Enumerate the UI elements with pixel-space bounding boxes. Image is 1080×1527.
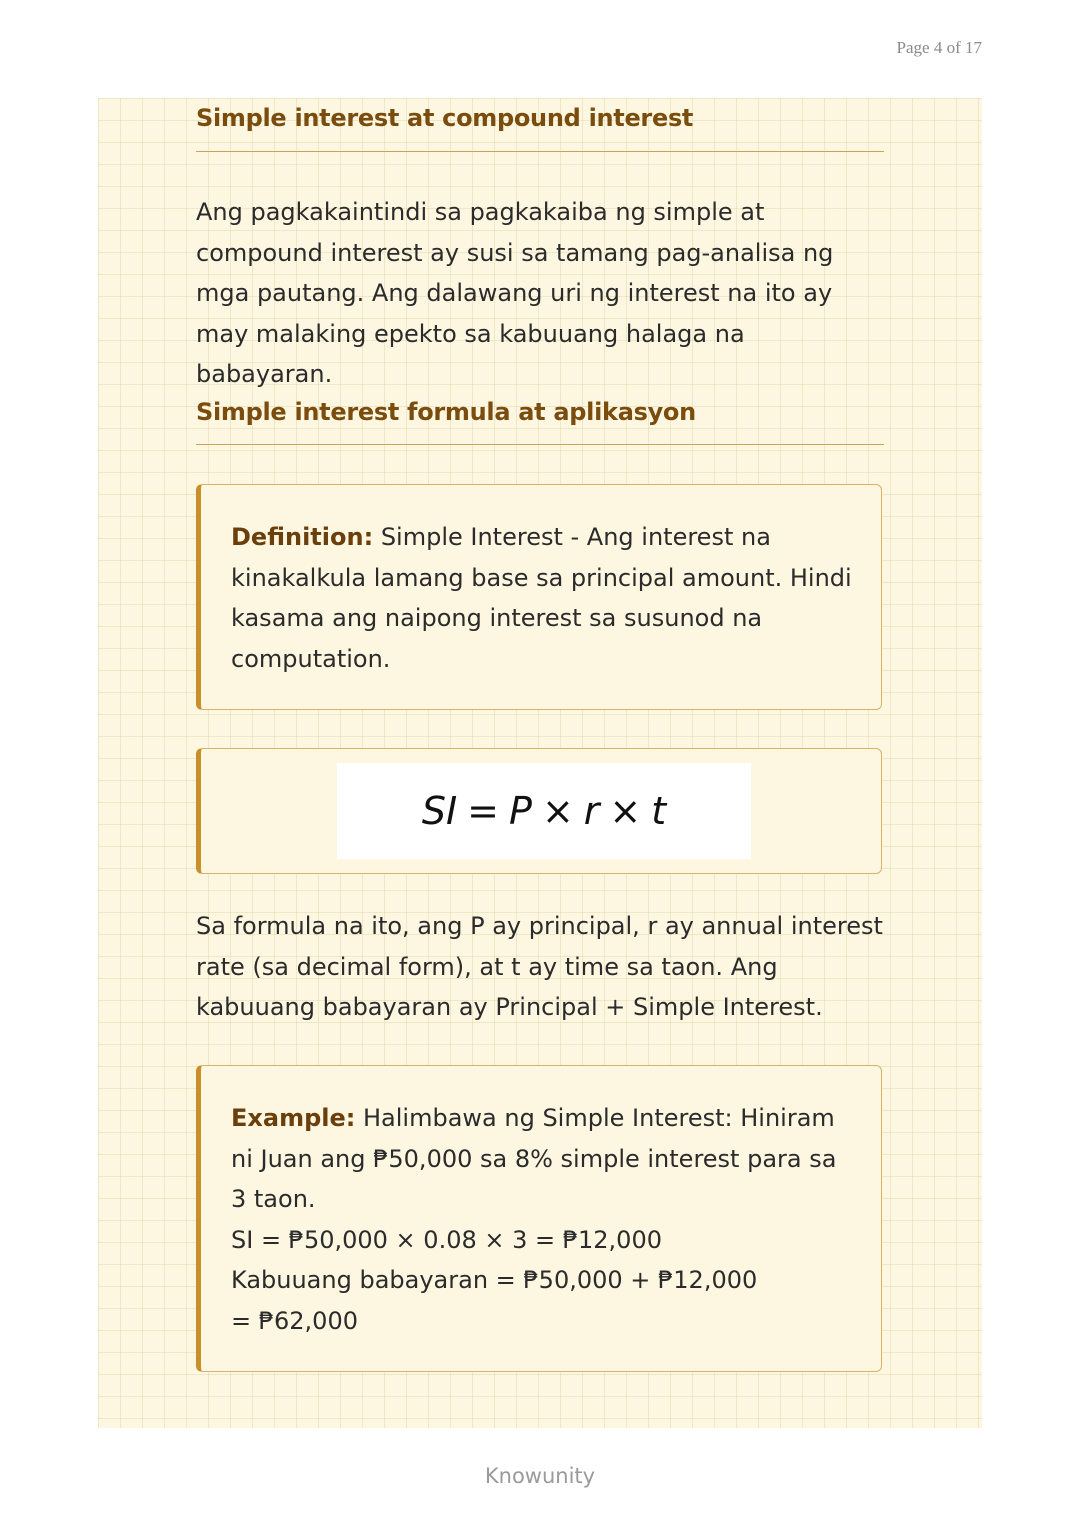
subsection-heading: Simple interest formula at aplikasyon (196, 398, 696, 426)
grid-paper-sheet (98, 98, 982, 1428)
section-heading-main-wrap (196, 104, 884, 132)
intro-paragraph-wrap (196, 192, 884, 395)
formula-equals: = (467, 789, 500, 833)
example-total-calculation: Kabuuang babayaran = ₱50,000 + ₱12,000 = ₱62,000 (231, 1266, 758, 1335)
page-indicator: Page 4 of 17 (896, 38, 982, 57)
formula-r: r (583, 789, 600, 833)
definition-label: Definition: (231, 523, 374, 551)
subheading-divider (196, 444, 884, 445)
footer-brand: Knowunity (484, 1464, 596, 1488)
formula-times-1: × (541, 789, 574, 833)
subheading-wrap (196, 398, 884, 426)
definition-box (196, 484, 882, 710)
example-si-calculation: SI = ₱50,000 × 0.08 × 3 = ₱12,000 (231, 1225, 662, 1254)
formula-t: t (651, 789, 667, 833)
example-intro (231, 1098, 853, 1220)
explanation-paragraph: Sa formula na ito, ang P ay principal, r ay annual interest rate (sa decimal form), at t ay time sa taon. Ang kabuuang babayaran ay Principal + Simple Interest. (196, 912, 883, 1021)
formula-box (196, 748, 882, 874)
formula-p: P (509, 789, 532, 833)
formula-card (337, 763, 751, 859)
example-text: Halimbawa ng Simple Interest: Hiniram ni Juan ang ₱50,000 sa 8% simple interest para sa 3 taon. (231, 1104, 837, 1213)
formula-si: SI (421, 789, 458, 833)
formula-times-2: × (609, 789, 642, 833)
example-label: Example: (231, 1104, 356, 1132)
section-heading: Simple interest at compound interest (196, 104, 694, 132)
intro-paragraph: Ang pagkakaintindi sa pagkakaiba ng simple at compound interest ay susi sa tamang pag-analisa ng mga pautang. Ang dalawang uri ng interest na ito ay may malaking epekto sa kabuuang halaga na babayaran. (196, 198, 834, 388)
example-box (196, 1065, 882, 1372)
definition-text: Simple Interest - Ang interest na kinakalkula lamang base sa principal amount. Hindi kasama ang naipong interest sa susunod na computation. (231, 523, 852, 673)
heading-divider (196, 151, 884, 152)
explanation-paragraph-wrap (196, 906, 884, 1028)
